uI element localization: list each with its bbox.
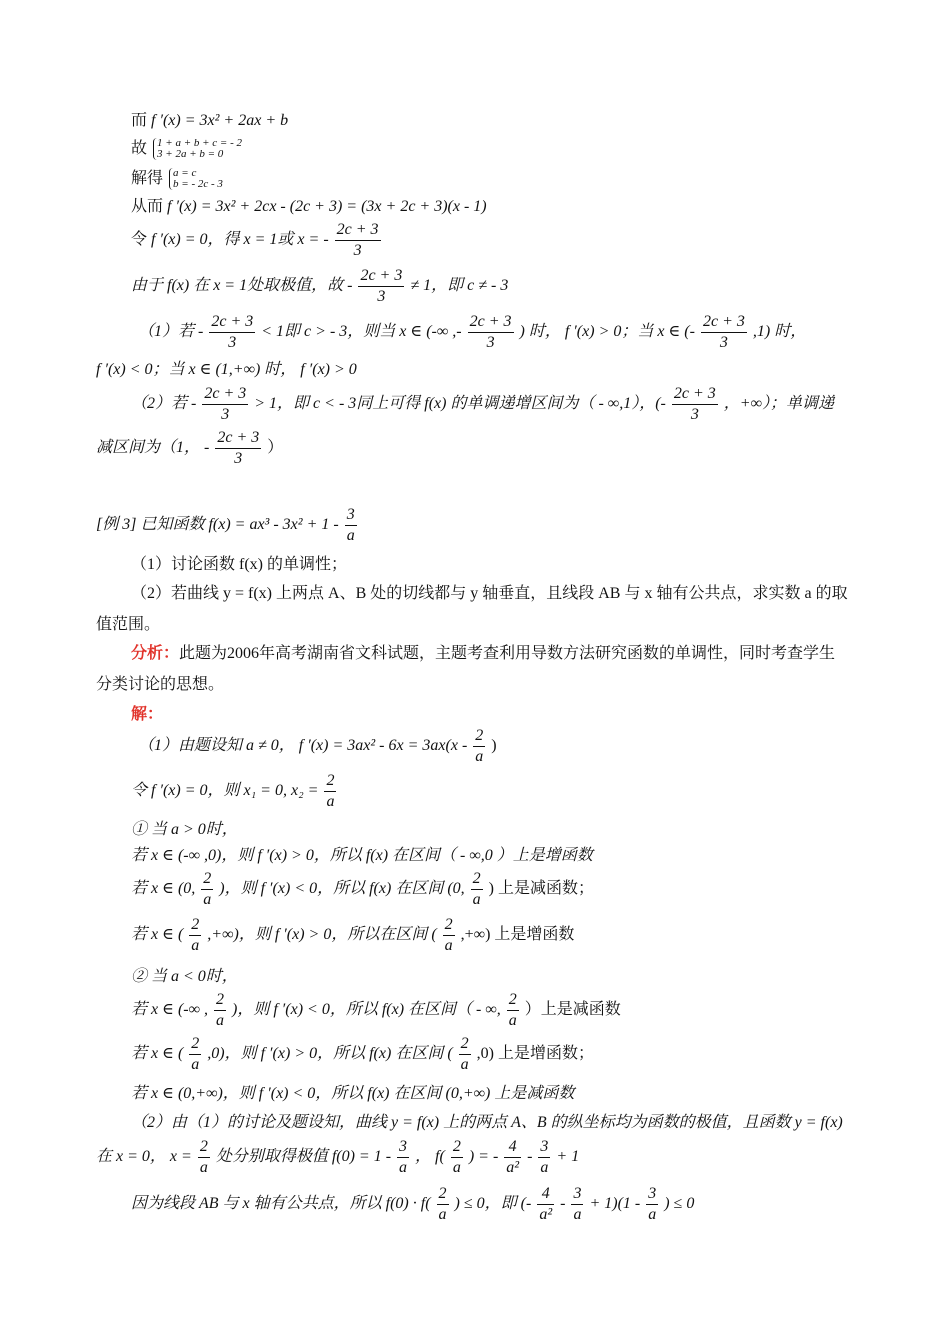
case-a-negative [131, 966, 238, 988]
text: 若 x ∈ (0, [131, 880, 196, 898]
numerator: 2 [191, 916, 200, 933]
text: 若 x ∈ (-∞ ,0)，则 f ′(x) > 0，所以 f(x) 在区间（ - ∞,0 ）上是增函数 [131, 847, 593, 864]
denominator: a [191, 1056, 200, 1073]
part2-line3 [131, 1184, 694, 1225]
text: 故 [131, 140, 148, 157]
line-solution [131, 168, 223, 190]
math: f ′(x) = 0，得 x = 1或 x = - [151, 231, 329, 249]
text: 因为线段 AB 与 x 轴有公共点，所以 f(0) · f( [131, 1195, 431, 1213]
numerator: 4 [508, 1138, 517, 1155]
case-a-negative-line3 [131, 1083, 574, 1105]
text: 由于 f(x) 在 x = 1处取极值，故 - [131, 277, 353, 295]
text: ) ≤ 0 [664, 1195, 695, 1213]
text: ② 当 a < 0时， [131, 968, 238, 985]
text: （2）由（1）的讨论及题设知，曲线 y = f(x) 上的两点 A、B 的纵坐标均为函数的极值，且函数 y = f(x) [131, 1114, 843, 1131]
text: 处分别取得极值 f(0) = 1 - [215, 1148, 392, 1166]
text: ) = - [468, 1148, 499, 1166]
fraction [209, 312, 255, 353]
denominator: 3 [202, 404, 248, 425]
denominator: a [648, 1206, 657, 1223]
denominator: a [216, 1012, 225, 1029]
line-system [131, 138, 242, 160]
numerator: 2 [438, 1185, 447, 1202]
numerator: 2c + 3 [211, 313, 254, 330]
text: < 1即 c > - 3，则当 x ∈ (-∞ ,- [261, 323, 462, 341]
line-extremum [131, 266, 508, 307]
text: 令 [131, 231, 148, 249]
math: f ′(x) < 0；当 x ∈ (1,+∞) 时， f ′(x) > 0 [96, 361, 357, 378]
text: > 1，即 c < - 3同上可得 f(x) 的单调递增区间为（ - ∞,1），(- [254, 395, 666, 413]
numerator: 3 [399, 1138, 408, 1155]
case-a-negative-line1 [131, 990, 621, 1031]
denominator: a [438, 1206, 447, 1223]
denominator: a [475, 748, 484, 765]
math: f ′(x) = 3x² + 2cx - (2c + 3) = (3x + 2c + 3)(x - 1) [167, 198, 487, 215]
text: 而 [131, 112, 148, 129]
text: ≠ 1，即 c ≠ - 3 [410, 277, 509, 295]
denominator: a [452, 1159, 461, 1176]
equation-system [153, 138, 242, 160]
text: 从而 [131, 198, 164, 215]
text: （1）由题设知 a ≠ 0， f ′(x) = 3ax² - 6x = 3ax(x - [138, 737, 468, 755]
text: 此题为2006年高考湖南省文科试题，主题考查利用导数方法研究函数的单调性，同时考查学生 [179, 645, 836, 662]
fraction [504, 1137, 521, 1178]
numerator: 2 [460, 1035, 469, 1052]
text: 若 x ∈ ( [131, 1045, 184, 1063]
fraction [443, 915, 455, 956]
numerator: 4 [541, 1185, 550, 1202]
text: （1）若 - [138, 323, 204, 341]
text: （1）讨论函数 f(x) 的单调性； [131, 556, 347, 573]
numerator: 2 [475, 727, 484, 744]
text: [例 3] 已知函数 f(x) = ax³ - 3x² + 1 - [96, 516, 339, 534]
line-case1-cont [96, 359, 357, 381]
equation: b = - 2c - 3 [173, 178, 223, 191]
text: 在 x = 0， x = [96, 1148, 192, 1166]
line-derivative [131, 110, 288, 132]
fraction [215, 428, 261, 469]
equation-system [169, 168, 223, 190]
fraction [202, 384, 248, 425]
text: ）上是减函数 [524, 1001, 621, 1019]
numerator: 2 [191, 1035, 200, 1052]
question-2 [131, 583, 848, 605]
part2-line2 [96, 1137, 579, 1178]
fraction [397, 1137, 409, 1178]
text: ) 上是减函数； [488, 880, 594, 898]
denominator: 3 [672, 404, 718, 425]
numerator: 2c + 3 [204, 385, 247, 402]
denominator: a [472, 891, 481, 908]
denominator: 3 [209, 332, 255, 353]
fraction [345, 505, 357, 546]
math: f ′(x) = 3x² + 2ax + b [151, 112, 289, 129]
question-2-cont [96, 614, 160, 636]
text: 减区间为（1， - [96, 439, 210, 457]
solution-roots [131, 771, 338, 812]
text: )，则 f ′(x) < 0，所以 f(x) 在区间 (0, [219, 880, 465, 898]
denominator: a [508, 1012, 517, 1029]
fraction [571, 1184, 583, 1225]
case-a-positive-line2 [131, 869, 594, 910]
numerator: 2c + 3 [673, 385, 716, 402]
analysis-label: 分析： [131, 645, 180, 662]
numerator: 2c + 3 [360, 267, 403, 284]
denominator: 3 [701, 332, 747, 353]
fraction [198, 1137, 210, 1178]
text: 若 x ∈ (-∞ , [131, 1001, 209, 1019]
numerator: 2 [472, 870, 481, 887]
fraction [701, 312, 747, 353]
fraction [459, 1034, 471, 1075]
denominator: a [460, 1056, 469, 1073]
text: ） [267, 439, 284, 457]
text: ① 当 a > 0时， [131, 821, 238, 838]
numerator: 3 [540, 1138, 549, 1155]
numerator: 3 [346, 506, 355, 523]
fraction [507, 990, 519, 1031]
line-case2 [131, 384, 834, 425]
text: ，+∞）；单调递 [723, 395, 834, 413]
numerator: 2c + 3 [336, 221, 379, 238]
fraction [437, 1184, 449, 1225]
example3-title [96, 505, 359, 546]
fraction [537, 1184, 554, 1225]
fraction [358, 266, 404, 307]
solution-label [131, 704, 163, 726]
numerator: 2 [444, 916, 453, 933]
case-a-positive-line3 [131, 915, 574, 956]
numerator: 2 [508, 991, 517, 1008]
denominator: a [203, 891, 212, 908]
numerator: 3 [648, 1185, 657, 1202]
text: - [527, 1148, 533, 1166]
analysis-cont [96, 674, 224, 696]
numerator: 2 [452, 1138, 461, 1155]
numerator: 2c + 3 [469, 313, 512, 330]
fraction [672, 384, 718, 425]
line-case1 [138, 312, 806, 353]
numerator: 2c + 3 [702, 313, 745, 330]
fraction [214, 990, 226, 1031]
text: ,0) 上是增函数； [476, 1045, 594, 1063]
case-a-positive-line1 [131, 845, 593, 867]
text: )，则 f ′(x) < 0，所以 f(x) 在区间（ - ∞, [232, 1001, 501, 1019]
denominator: a² [539, 1206, 553, 1223]
fraction [324, 771, 336, 812]
case-a-negative-line2 [131, 1034, 594, 1075]
text: 值范围。 [96, 616, 161, 633]
denominator: a² [506, 1159, 520, 1176]
denominator: a [191, 937, 200, 954]
numerator: 2 [199, 1138, 208, 1155]
denominator: 3 [358, 286, 404, 307]
text: ) [491, 737, 497, 755]
analysis [131, 643, 835, 665]
question-1 [131, 554, 347, 576]
text: ,+∞) 上是增函数 [460, 926, 575, 944]
part2-line1 [131, 1112, 843, 1134]
numerator: 2c + 3 [217, 429, 260, 446]
numerator: 2 [326, 772, 335, 789]
equation: a = c [173, 167, 197, 180]
text: + 1 [556, 1148, 580, 1166]
case-a-positive [131, 819, 238, 841]
fraction [646, 1184, 658, 1225]
text: （2）若 - [131, 395, 197, 413]
denominator: 3 [215, 448, 261, 469]
fraction [201, 869, 213, 910]
line-case2-cont [96, 428, 283, 469]
fraction [189, 915, 201, 956]
fraction [189, 1034, 201, 1075]
fraction [451, 1137, 463, 1178]
text: ) ≤ 0，即 (- [454, 1195, 532, 1213]
fraction [473, 726, 485, 767]
line-factored [131, 196, 487, 218]
line-roots [131, 220, 383, 261]
text: ,1) 时， [752, 323, 807, 341]
denominator: a [399, 1159, 408, 1176]
numerator: 2 [216, 991, 225, 1008]
denominator: a [444, 937, 453, 954]
denominator: a [326, 793, 335, 810]
fraction [538, 1137, 550, 1178]
fraction [468, 312, 514, 353]
text: 解得 [131, 170, 164, 187]
text: （2）若曲线 y = f(x) 上两点 A、B 处的切线都与 y 轴垂直，且线段 AB 与 x 轴有公共点，求实数 a 的取 [131, 585, 848, 602]
numerator: 2 [203, 870, 212, 887]
denominator: 3 [468, 332, 514, 353]
text: ,+∞)，则 f ′(x) > 0，所以在区间 ( [207, 926, 437, 944]
text: ) 时， f ′(x) > 0；当 x ∈ (- [519, 323, 695, 341]
text: + 1)(1 - [589, 1195, 641, 1213]
denominator: a [199, 1159, 208, 1176]
fraction [335, 220, 381, 261]
denominator: a [573, 1206, 582, 1223]
solution-label-text: 解： [131, 706, 164, 723]
text: 若 x ∈ ( [131, 926, 184, 944]
fraction [471, 869, 483, 910]
numerator: 3 [573, 1185, 582, 1202]
text: 分类讨论的思想。 [96, 676, 225, 693]
text: 令 f ′(x) = 0，则 x₁ = 0, x₂ = [131, 782, 319, 800]
denominator: a [346, 527, 355, 544]
equation: 3 + 2a + b = 0 [157, 148, 224, 161]
text: - [560, 1195, 566, 1213]
denominator: a [540, 1159, 549, 1176]
text: ， f( [415, 1148, 445, 1166]
text: ,0)，则 f ′(x) > 0，所以 f(x) 在区间 ( [207, 1045, 453, 1063]
denominator: 3 [335, 240, 381, 261]
text: 若 x ∈ (0,+∞)，则 f ′(x) < 0，所以 f(x) 在区间 (0,+∞) 上是减函数 [131, 1085, 575, 1102]
equation: 1 + a + b + c = - 2 [157, 137, 243, 150]
solution-derivative [138, 726, 497, 767]
